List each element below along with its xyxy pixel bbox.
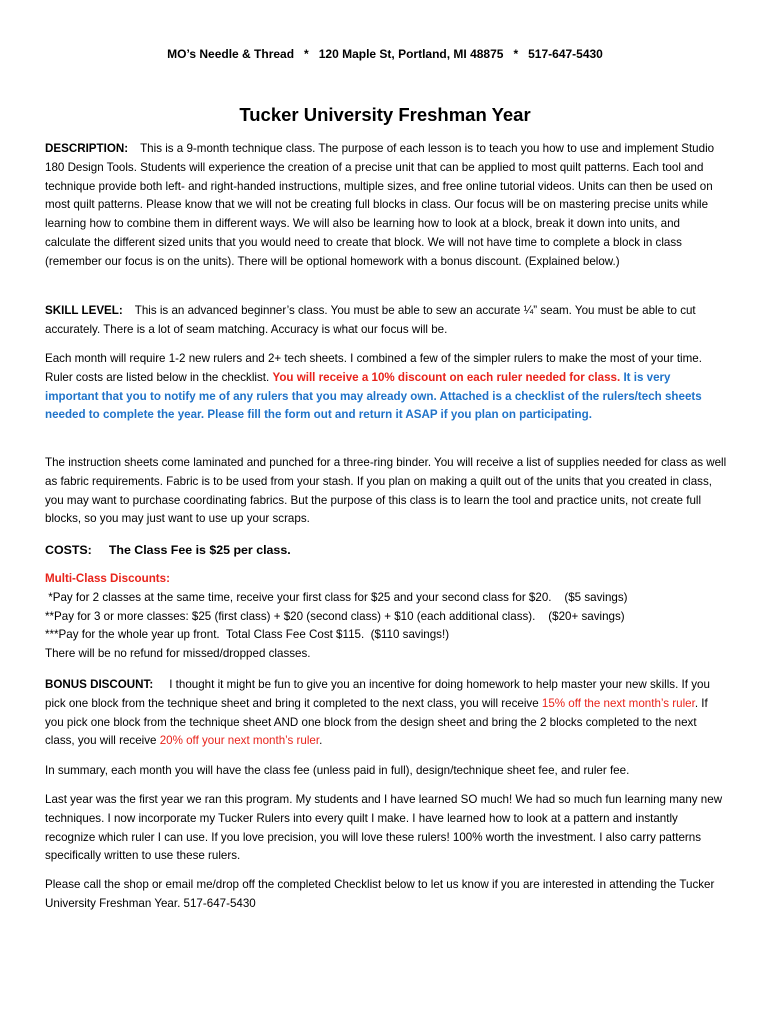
rulers-paragraph — [45, 350, 727, 425]
last-year-paragraph — [45, 791, 727, 866]
closing-paragraph — [45, 876, 727, 914]
costs-text: The Class Fee is $25 per class. — [108, 543, 291, 557]
instruction-sheets-paragraph — [45, 454, 727, 529]
multi-class-discounts — [45, 570, 727, 664]
instruction-sheets-text: The instruction sheets come laminated and punched for a three-ring binder. You will receive a list of supplies needed for class as well as fabric requirements. Fabric is to be used from your stash. If you plan on making a quilt out of the units that you created in class, you may want to purchase coordinating fabrics. But the purpose of this class is to learn the tool and practice units, not create full blocks, so you may just want to use up your scraps. — [45, 456, 727, 526]
last-year-text: Last year was the first year we ran this program. My students and I have learned SO much! We had so much fun learning many new techniques. I now incorporate my Tucker Rulers into every quilt I make. I have learned how to look at a pattern and instantly recognize which ruler I can use. If you love precision, you will love these rulers! 100% worth the investment. I also carry patterns specifically written to use these rulers. — [45, 793, 723, 863]
description-text: This is a 9-month technique class. The purpose of each lesson is to teach you how to use and implement Studio 180 Design Tools. Students will experience the creation of a precise unit that can be applied to most quilt patterns. Each tool and technique provide both left- and right-handed instructions, multiple sizes, and free online tutorial videos. Units can then be used on most quilt patterns. Please know that we will not be creating full blocks in class. Our focus will be on mastering precise units while learning how to combine them in different ways. We will also be learning how to look at a block, break it down into units, and calculate the different sized units that you would need to create that block. We will not have time to complete a block in class (remember our focus is on the units). There will be optional homework with a bonus discount. (Explained below.) — [45, 142, 715, 268]
summary-text: In summary, each month you will have the class fee (unless paid in full), design/technique sheet fee, and ruler fee. — [45, 764, 630, 777]
skill-level-paragraph — [45, 302, 727, 340]
closing-text: Please call the shop or email me/drop off the completed Checklist below to let us know if you are interested in attending the Tucker University Freshman Year. 517-647-5430 — [45, 878, 715, 910]
refund-note: There will be no refund for missed/dropped classes. — [45, 647, 311, 661]
bonus-offer-15: 15% off the next month’s ruler — [541, 696, 695, 710]
shop-header: MO’s Needle & Thread * 120 Maple St, Portland, MI 48875 * 517-647-5430 — [167, 47, 603, 61]
bonus-discount-label: BONUS DISCOUNT: — [45, 678, 154, 691]
discount-line: *Pay for 2 classes at the same time, receive your first class for $25 and your second class for $20. ($5 savings) — [45, 590, 628, 604]
rulers-text: Each month will require 1-2 new rulers and 2+ tech sheets. I combined a few of the simpler rulers to make the most of your time. Ruler costs are listed below in the checklist. — [45, 352, 702, 384]
costs-label: COSTS: — [45, 543, 92, 557]
bonus-text-2: . If you pick one block from the technique sheet AND one block from the design sheet and bring the 2 blocks completed to the next class, you will receive — [45, 696, 708, 748]
multi-class-heading: Multi-Class Discounts: — [45, 572, 170, 585]
summary-paragraph — [45, 762, 727, 781]
skill-level-label: SKILL LEVEL: — [45, 304, 123, 317]
description-label: DESCRIPTION: — [45, 142, 129, 155]
bonus-text-3: . — [319, 734, 323, 748]
bonus-offer-20: 20% off your next month’s ruler — [159, 734, 320, 748]
bonus-discount-paragraph — [45, 676, 727, 751]
discount-line: **Pay for 3 or more classes: $25 (first class) + $20 (second class) + $10 (each additional class). ($20+ savings) — [45, 609, 625, 623]
notify-rulers-note: It is very important that you to notify me of any rulers that you may already own. Attached is a checklist of the rulers/tech sheets needed to complete the year. Please fill the form out and return it ASAP if you plan on participating. — [45, 370, 702, 422]
ruler-discount-note: You will receive a 10% discount on each ruler needed for class. — [272, 370, 621, 384]
discount-line: ***Pay for the whole year up front. Total Class Fee Cost $115. ($110 savings!) — [45, 628, 450, 642]
costs-paragraph — [45, 541, 727, 560]
bonus-text-1: I thought it might be fun to give you an incentive for doing homework to help master your new skills. If you pick one block from the technique sheet and bring it completed to the next class, you will receive — [45, 678, 710, 710]
page-title: Tucker University Freshman Year — [239, 104, 531, 125]
description-paragraph — [45, 140, 727, 272]
skill-level-text: This is an advanced beginner’s class. You must be able to sew an accurate ¼” seam. You must be able to cut accurately. There is a lot of seam matching. Accuracy is what our focus will be. — [45, 304, 696, 336]
